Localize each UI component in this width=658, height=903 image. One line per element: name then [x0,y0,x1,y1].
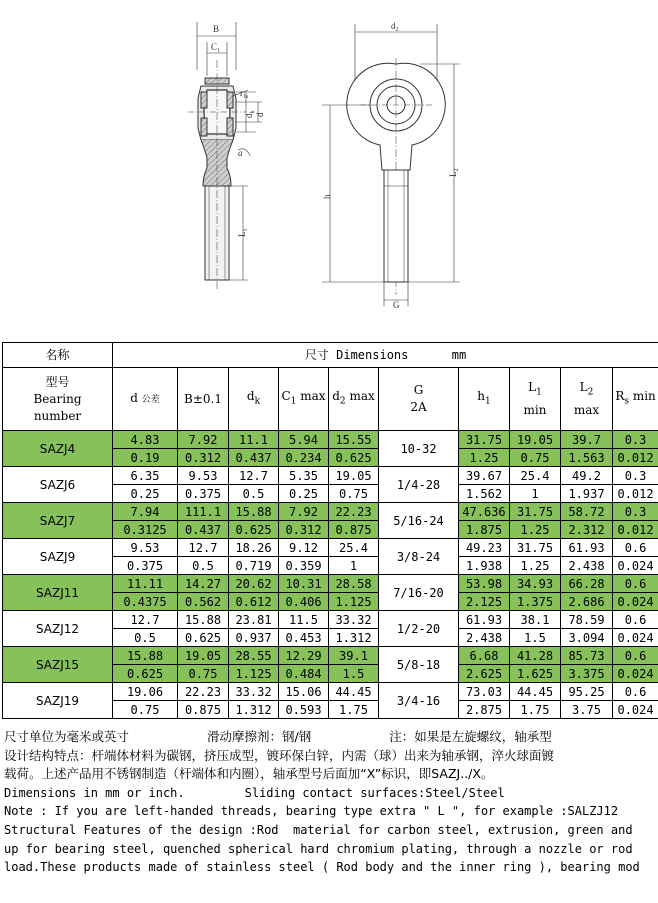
mm-value-cell: 34.93 [510,575,561,593]
notes-block [4,728,658,877]
inch-value-cell: 0.75 [113,701,178,719]
units-cn: 尺寸单位为毫米或英寸 [4,729,130,744]
inch-value-cell: 0.484 [279,665,329,683]
mm-value-cell: 73.03 [459,683,510,701]
notes-line-cn-1 [4,728,658,747]
inch-value-cell: 1.5 [329,665,379,683]
mm-value-cell: 15.06 [279,683,329,701]
inch-value-cell: 1.938 [459,557,510,575]
mm-value-cell: 28.58 [329,575,379,593]
thread-cell: 3/8-24 [379,539,459,575]
header-d: d 公差 [113,368,178,431]
mm-value-cell: 18.26 [229,539,279,557]
inch-value-cell: 1.25 [510,521,561,539]
inch-value-cell: 0.406 [279,593,329,611]
inch-value-cell: 1.625 [510,665,561,683]
mm-value-cell: 12.7 [229,467,279,485]
mm-value-cell: 15.88 [113,647,178,665]
mm-value-cell: 6.35 [113,467,178,485]
mm-value-cell: 15.55 [329,431,379,449]
structure-en-3: load.These products made of stainless steel ( Rod body and the inner ring ), bearing mod [4,860,640,875]
mm-value-cell: 7.92 [178,431,229,449]
inch-value-cell: 0.453 [279,629,329,647]
note-en: Note : If you are left-handed threads, bearing type extra " L ", for example :SALZJ12 [4,804,619,819]
mm-value-cell: 66.28 [561,575,613,593]
header-h1: $h_1$ [459,368,510,431]
label-B: B [213,24,220,34]
inch-value-cell: 0.719 [229,557,279,575]
mm-value-cell: 9.12 [279,539,329,557]
label-G: G [393,300,400,310]
inch-value-cell: 0.19 [113,449,178,467]
thread-cell: 5/8-18 [379,647,459,683]
inch-value-cell: 0.024 [613,629,658,647]
mm-value-cell: 44.45 [510,683,561,701]
mm-value-cell: 41.28 [510,647,561,665]
mm-value-cell: 19.05 [178,647,229,665]
notes-line-en-1 [4,784,658,803]
mm-value-cell: 12.29 [279,647,329,665]
thread-cell: 3/4-16 [379,683,459,719]
lefthand-cn: 注：如果是左旋螺纹，轴承型 [389,729,552,744]
mm-value-cell: 33.32 [329,611,379,629]
inch-value-cell: 0.625 [113,665,178,683]
mm-value-cell: 20.62 [229,575,279,593]
side-section-view [188,22,262,290]
inch-value-cell: 2.312 [561,521,613,539]
table-row-mm [3,467,658,485]
inch-value-cell: 0.75 [329,485,379,503]
mm-value-cell: 44.45 [329,683,379,701]
inch-value-cell: 0.5 [178,557,229,575]
mm-value-cell: 11.11 [113,575,178,593]
inch-value-cell: 0.625 [229,521,279,539]
inch-value-cell: 0.375 [178,485,229,503]
inch-value-cell: 0.593 [279,701,329,719]
dimensions-header: 尺寸 Dimensions mm [113,343,658,368]
inch-value-cell: 2.686 [561,593,613,611]
inch-value-cell: 0.5 [229,485,279,503]
friction-en: Sliding contact surfaces:Steel/Steel [244,785,505,800]
table-row-mm [3,575,658,593]
inch-value-cell: 1.875 [459,521,510,539]
model-cell: SAZJ7 [3,503,113,539]
mm-value-cell: 53.98 [459,575,510,593]
mm-value-cell: 49.23 [459,539,510,557]
inch-value-cell: 0.024 [613,593,658,611]
mm-value-cell: 5.35 [279,467,329,485]
inch-value-cell: 0.234 [279,449,329,467]
inch-value-cell: 0.012 [613,449,658,467]
mm-value-cell: 85.73 [561,647,613,665]
mm-value-cell: 47.636 [459,503,510,521]
mm-value-cell: 12.7 [178,539,229,557]
label-L1: $L_1$ [237,228,249,237]
mm-value-cell: 28.55 [229,647,279,665]
model-header: 型号 Bearing number [3,368,113,431]
front-view [322,24,460,306]
mm-value-cell: 31.75 [510,539,561,557]
inch-value-cell: 2.875 [459,701,510,719]
mm-value-cell: 111.1 [178,503,229,521]
mm-value-cell: 0.3 [613,431,658,449]
model-cell: SAZJ19 [3,683,113,719]
mm-value-cell: 19.05 [510,431,561,449]
mm-value-cell: 61.93 [459,611,510,629]
units-en: Dimensions in mm or inch. [4,785,185,800]
header-L1: $L_1$ min [510,368,561,431]
table-row-mm [3,611,658,629]
inch-value-cell: 0.25 [113,485,178,503]
mm-value-cell: 0.3 [613,467,658,485]
mm-value-cell: 10.31 [279,575,329,593]
table-row-mm [3,683,658,701]
dimension-table [2,342,658,719]
inch-value-cell: 0.75 [178,665,229,683]
inch-value-cell: 1.25 [510,557,561,575]
mm-value-cell: 6.68 [459,647,510,665]
mm-value-cell: 0.6 [613,539,658,557]
header-B: B±0.1 [178,368,229,431]
inch-value-cell: 0.4375 [113,593,178,611]
label-d: d [255,112,265,117]
inch-value-cell: 1.375 [510,593,561,611]
inch-value-cell: 0.359 [279,557,329,575]
model-cell: SAZJ15 [3,647,113,683]
mm-value-cell: 11.5 [279,611,329,629]
inch-value-cell: 1.562 [459,485,510,503]
inch-value-cell: 0.625 [178,629,229,647]
inch-value-cell: 0.312 [279,521,329,539]
inch-value-cell: 0.875 [178,701,229,719]
mm-value-cell: 78.59 [561,611,613,629]
inch-value-cell: 0.625 [329,449,379,467]
inch-value-cell: 2.625 [459,665,510,683]
mm-value-cell: 7.94 [113,503,178,521]
inch-value-cell: 1.312 [329,629,379,647]
inch-value-cell: 1.75 [510,701,561,719]
mm-value-cell: 23.81 [229,611,279,629]
inch-value-cell: 0.3125 [113,521,178,539]
inch-value-cell: 1.312 [229,701,279,719]
rod-end-technical-drawing [0,0,658,330]
thread-cell: 10-32 [379,431,459,467]
mm-value-cell: 0.6 [613,575,658,593]
friction-cn: 滑动摩擦剂：钢/钢 [207,729,312,744]
inch-value-cell: 3.375 [561,665,613,683]
mm-value-cell: 95.25 [561,683,613,701]
mm-value-cell: 9.53 [113,539,178,557]
label-dk: $d_k$ [244,110,256,118]
inch-value-cell: 2.125 [459,593,510,611]
mm-value-cell: 58.72 [561,503,613,521]
header-G: G 2A [379,368,459,431]
mm-value-cell: 33.32 [229,683,279,701]
inch-value-cell: 1.563 [561,449,613,467]
inch-value-cell: 0.024 [613,665,658,683]
mm-value-cell: 22.23 [178,683,229,701]
structure-cn-1: 设计结构特点：杆端体材料为碳钢，挤压成型，镀环保白锌，内需（球）出来为轴承钢，淬火球面镀 [4,747,555,763]
label-d2: $d_2$ [391,21,399,33]
table-row-mm [3,431,658,449]
inch-value-cell: 0.024 [613,557,658,575]
label-h: h [322,194,332,199]
thread-cell: 7/16-20 [379,575,459,611]
model-cell: SAZJ6 [3,467,113,503]
header-L2: $L_2$ max [561,368,613,431]
label-r1s: $r_{1s}$ [240,88,249,100]
inch-value-cell: 0.312 [178,449,229,467]
mm-value-cell: 25.4 [329,539,379,557]
mm-value-cell: 0.6 [613,683,658,701]
mm-value-cell: 22.23 [329,503,379,521]
header-Rs: $R_s$ min [613,368,658,431]
inch-value-cell: 0.875 [329,521,379,539]
name-header: 名称 [3,343,113,368]
header-C1: $C_1$ max [279,368,329,431]
inch-value-cell: 0.937 [229,629,279,647]
mm-value-cell: 0.6 [613,647,658,665]
table-row-mm [3,647,658,665]
thread-cell: 1/4-28 [379,467,459,503]
inch-value-cell: 1.75 [329,701,379,719]
structure-cn-2: 载荷。上述产品用不锈钢制造（杆端体和内圈），轴承型号后面加“X”标识，即SAZJ../X。 [4,766,494,782]
mm-value-cell: 11.1 [229,431,279,449]
mm-value-cell: 38.1 [510,611,561,629]
mm-value-cell: 7.92 [279,503,329,521]
model-cell: SAZJ9 [3,539,113,575]
table-row-mm [3,503,658,521]
inch-value-cell: 1.125 [329,593,379,611]
inch-value-cell: 0.012 [613,521,658,539]
inch-value-cell: 0.024 [613,701,658,719]
thread-cell: 5/16-24 [379,503,459,539]
inch-value-cell: 0.75 [510,449,561,467]
label-L2: $L_2$ [448,168,460,177]
structure-en-2: up for bearing steel, quenched spherical hard chromium plating, through a nozzle or rod [4,841,633,856]
inch-value-cell: 0.5 [113,629,178,647]
inch-value-cell: 1.5 [510,629,561,647]
mm-value-cell: 49.2 [561,467,613,485]
inch-value-cell: 0.012 [613,485,658,503]
mm-value-cell: 61.93 [561,539,613,557]
inch-value-cell: 0.375 [113,557,178,575]
inch-value-cell: 0.437 [178,521,229,539]
inch-value-cell: 1.937 [561,485,613,503]
label-C1: $C_1$ [211,42,221,54]
mm-value-cell: 31.75 [510,503,561,521]
mm-value-cell: 15.88 [229,503,279,521]
mm-value-cell: 31.75 [459,431,510,449]
inch-value-cell: 1 [329,557,379,575]
thread-cell: 1/2-20 [379,611,459,647]
inch-value-cell: 0.25 [279,485,329,503]
inch-value-cell: 2.438 [459,629,510,647]
mm-value-cell: 5.94 [279,431,329,449]
mm-value-cell: 39.1 [329,647,379,665]
model-cell: SAZJ4 [3,431,113,467]
mm-value-cell: 19.06 [113,683,178,701]
mm-value-cell: 15.88 [178,611,229,629]
mm-value-cell: 12.7 [113,611,178,629]
inch-value-cell: 0.612 [229,593,279,611]
header-dk: $d_k$ [229,368,279,431]
inch-value-cell: 1.25 [459,449,510,467]
label-alpha: a [238,148,243,158]
mm-value-cell: 39.7 [561,431,613,449]
mm-value-cell: 0.3 [613,503,658,521]
inch-value-cell: 3.75 [561,701,613,719]
model-cell: SAZJ12 [3,611,113,647]
inch-value-cell: 0.437 [229,449,279,467]
inch-value-cell: 2.438 [561,557,613,575]
inch-value-cell: 0.562 [178,593,229,611]
table-row-mm [3,539,658,557]
mm-value-cell: 39.67 [459,467,510,485]
inch-value-cell: 1.125 [229,665,279,683]
model-cell: SAZJ11 [3,575,113,611]
mm-value-cell: 0.6 [613,611,658,629]
structure-en-1: Structural Features of the design :Rod material for carbon steel, extrusion, green and [4,822,633,837]
inch-value-cell: 3.094 [561,629,613,647]
mm-value-cell: 4.83 [113,431,178,449]
mm-value-cell: 25.4 [510,467,561,485]
mm-value-cell: 19.05 [329,467,379,485]
mm-value-cell: 9.53 [178,467,229,485]
header-d2: $d_2$ max [329,368,379,431]
inch-value-cell: 1 [510,485,561,503]
mm-value-cell: 14.27 [178,575,229,593]
